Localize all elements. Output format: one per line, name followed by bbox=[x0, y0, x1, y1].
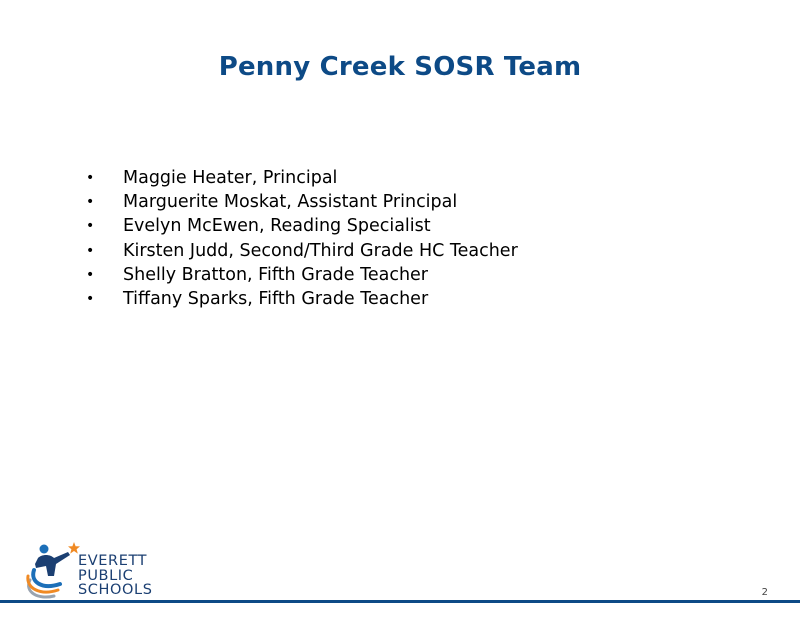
list-item bbox=[86, 214, 518, 238]
bullet-icon: • bbox=[86, 290, 95, 307]
everett-public-schools-logo bbox=[24, 540, 169, 602]
member-text: Tiffany Sparks, Fifth Grade Teacher bbox=[123, 288, 429, 309]
page-number: 2 bbox=[761, 587, 768, 598]
member-text: Marguerite Moskat, Assistant Principal bbox=[123, 192, 458, 213]
bullet-icon: • bbox=[86, 194, 95, 211]
list-item bbox=[86, 287, 518, 311]
bullet-icon: • bbox=[86, 266, 95, 283]
list-item bbox=[86, 190, 518, 214]
bullet-icon: • bbox=[86, 170, 95, 186]
bullet-icon: • bbox=[86, 242, 95, 259]
logo-line-1: EVERETT bbox=[78, 553, 148, 569]
logo-line-2: PUBLIC bbox=[78, 567, 134, 584]
team-member-list bbox=[86, 166, 518, 311]
member-text: Maggie Heater, Principal bbox=[123, 168, 338, 188]
logo-figure-icon bbox=[24, 540, 80, 602]
member-text: Shelly Bratton, Fifth Grade Teacher bbox=[123, 264, 429, 285]
logo-line-3: SCHOOLS bbox=[78, 582, 153, 598]
bullet-icon: • bbox=[86, 218, 95, 235]
slide-title: Penny Creek SOSR Team bbox=[218, 52, 582, 82]
footer-divider bbox=[0, 600, 800, 603]
list-item bbox=[86, 239, 518, 263]
list-item bbox=[86, 166, 518, 190]
logo-wordmark bbox=[78, 554, 153, 598]
list-item bbox=[86, 263, 518, 287]
member-text: Kirsten Judd, Second/Third Grade HC Teacher bbox=[123, 240, 518, 261]
member-text: Evelyn McEwen, Reading Specialist bbox=[123, 216, 431, 237]
